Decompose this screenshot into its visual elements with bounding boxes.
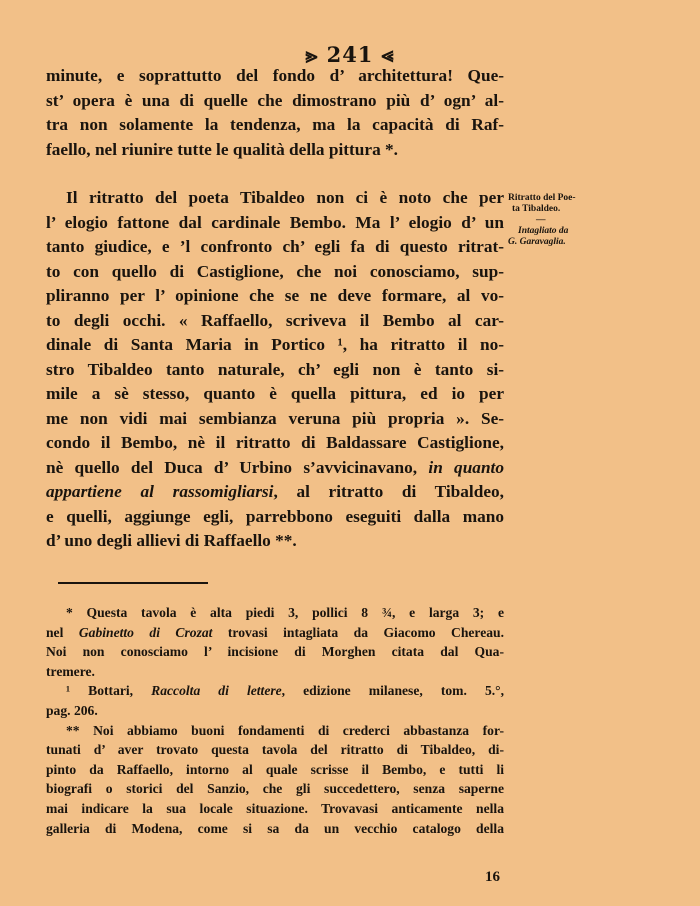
footnote-line: * Questa tavola è alta piedi 3, pollici 8 ¾, e larga 3; e <box>66 605 504 620</box>
italic-phrase: Gabinetto di Crozat <box>78 624 213 640</box>
text-line: pliranno per l’ opinione che se ne deve formare, al vo- <box>46 286 504 305</box>
text-line: l’ elogio fattone dal cardinale Bembo. Ma l’ elogio d’ un <box>46 212 504 232</box>
italic-phrase: appartiene al rassomigliarsi <box>46 482 274 501</box>
text-line <box>46 480 504 505</box>
margin-note-dash: — <box>536 215 546 225</box>
footnote-line: galleria di Modena, come si sa da un vecchio catalogo della <box>46 820 504 836</box>
text-line: tanto giudice, e ’l confronto ch’ egli fa di questo ritrat- <box>46 237 504 256</box>
text-line: Il ritratto del poeta Tibaldeo non ci è noto che per <box>66 188 504 207</box>
page-number: 241 <box>326 42 374 67</box>
footnote-line <box>46 623 504 643</box>
footnote-line: pinto da Raffaello, intorno al quale scrisse il Bembo, e tutti li <box>46 761 504 777</box>
text-line: faello, nel riunire tutte le qualità della pittura *. <box>46 139 399 159</box>
paragraph-1 <box>46 64 504 162</box>
footnote-line: tremere. <box>46 663 95 679</box>
text-line: minute, e soprattutto del fondo d’ architettura! Que- <box>46 66 504 85</box>
text-segment: nè quello del Duca d’ Urbino s’avvicinavano, <box>46 457 418 477</box>
footnote-rule <box>58 582 208 584</box>
text-line: tra non solamente la tendenza, ma la capacità di Raf- <box>46 115 504 134</box>
margin-note-line: G. Garavaglia. <box>508 237 566 247</box>
footnote-line: pag. 206. <box>46 702 98 718</box>
footnotes <box>46 603 504 838</box>
text-segment: trovasi intagliata da Giacomo Chereau. <box>227 624 504 640</box>
text-segment: , edizione milanese, tom. 5.°, <box>281 683 504 699</box>
left-ornament: ⪢ <box>305 42 319 67</box>
text-line <box>46 456 504 481</box>
footnote-line: biografi o storici del Sanzio, che gli succedettero, senza saperne <box>46 781 504 797</box>
text-segment: , al ritratto di Tibaldeo, <box>273 482 504 501</box>
footnote-line: ** Noi abbiamo buoni fondamenti di crederci abbastanza for- <box>66 722 504 738</box>
margin-note-line: Intagliato da <box>518 226 569 236</box>
text-line: to con quello di Castiglione, che noi conosciamo, sup- <box>46 261 504 281</box>
paragraph-2 <box>46 186 504 554</box>
footnote-line <box>46 681 504 701</box>
text-line: e quelli, aggiunge egli, parrebbono eseguiti dalla mano <box>46 506 504 526</box>
margin-note-line: Ritratto del Poe- <box>508 193 576 203</box>
text-line: to degli occhi. « Raffaello, scriveva il Bembo al car- <box>46 310 504 330</box>
margin-note-line: ta Tibaldeo. <box>512 204 561 214</box>
signature-mark: 16 <box>485 869 500 885</box>
main-text <box>46 64 504 554</box>
text-line: st’ opera è una di quelle che dimostrano più d’ ogn’ al- <box>46 90 504 110</box>
text-segment: ¹ Bottari, <box>66 683 134 699</box>
footnote-line: Noi non conosciamo l’ incisione di Morghen citata dal Qua- <box>46 644 504 660</box>
text-line: me non vidi mai sembianza veruna più propria ». Se- <box>46 408 504 428</box>
text-line: dinale di Santa Maria in Portico ¹, ha ritratto il no- <box>46 335 504 354</box>
text-line: mile a sè stesso, quanto è quella pittura, ed io per <box>46 384 504 403</box>
right-ornament: ⪡ <box>381 42 395 67</box>
text-segment: nel <box>46 624 64 640</box>
text-line: d’ uno degli allievi di Raffaello **. <box>46 531 297 550</box>
footnote-line: mai indicare la sua locale situazione. Trovavasi anticamente nella <box>46 800 504 816</box>
marginal-note <box>508 193 598 248</box>
footnote-line: tunati d’ aver trovato questa tavola del ritratto di Tibaldeo, di- <box>46 742 504 758</box>
text-line: condo il Bembo, nè il ritratto di Baldassare Castiglione, <box>46 433 504 452</box>
italic-phrase: Raccolta di lettere <box>151 683 282 699</box>
text-line: stro Tibaldeo tanto naturale, ch’ egli non è tanto si- <box>46 359 504 379</box>
italic-phrase: in quanto <box>428 457 505 477</box>
